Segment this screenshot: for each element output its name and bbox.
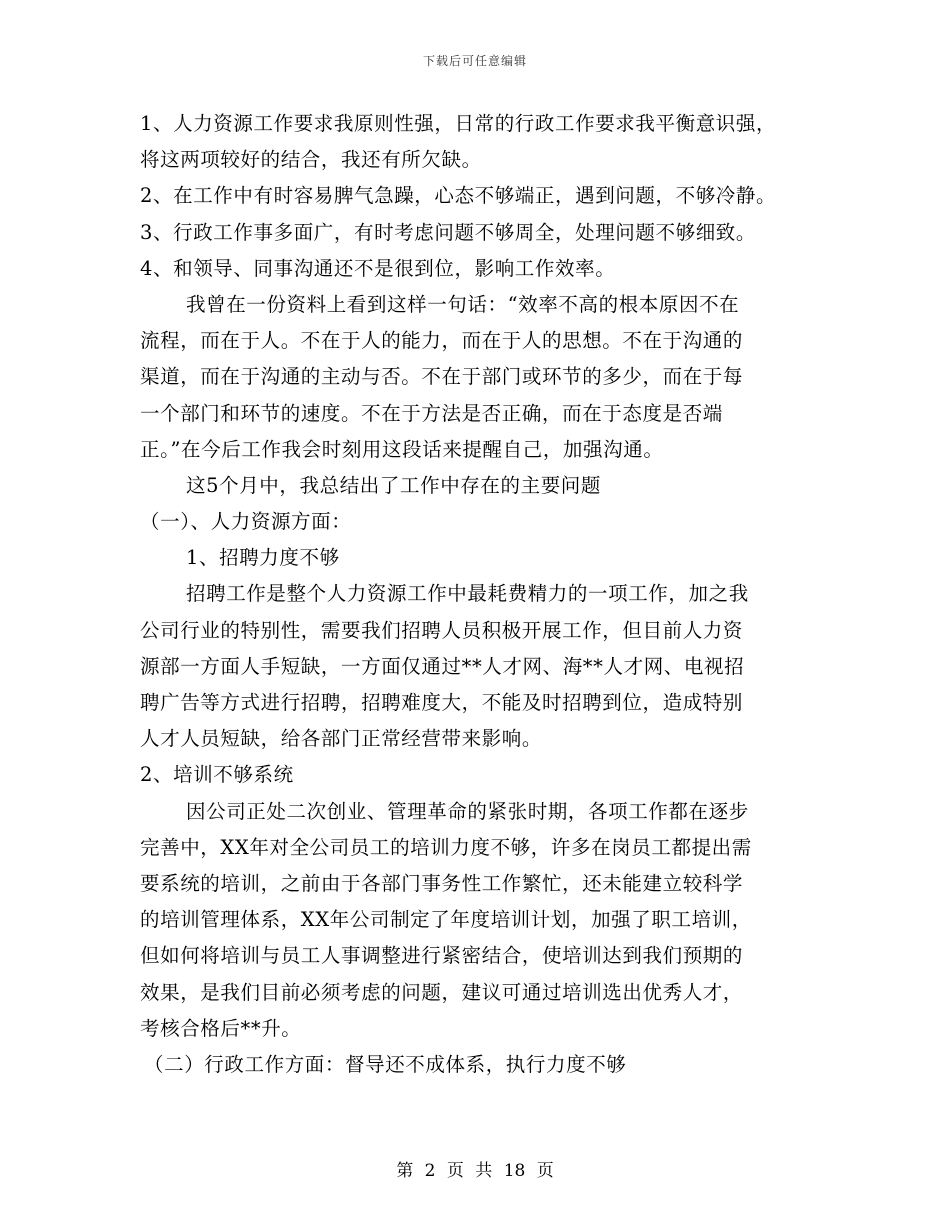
document-body: [140, 106, 830, 1083]
text-line: 2、在工作中有时容易脾气急躁，心态不够端正，遇到问题，不够冷静。: [140, 184, 777, 208]
subsection-heading: 1、招聘力度不够: [186, 546, 340, 570]
text-line: 渠道，而在于沟通的主动与否。不在于部门或环节的多少，而在于每: [140, 365, 744, 389]
text-line: 完善中，XX年对全公司员工的培训力度不够，许多在岗员工都提出需: [140, 835, 752, 859]
subsection-heading: 2、培训不够系统: [140, 763, 294, 787]
text-line: 聘广告等方式进行招聘，招聘难度大，不能及时招聘到位，造成特别: [140, 691, 744, 714]
text-line: 正。”在今后工作我会时刻用这段话来提醒自己，加强沟通。: [140, 437, 664, 461]
page-header: 下载后可任意编辑: [422, 54, 527, 68]
text-line: 的培训管理体系，XX年公司制定了年度培训计划，加强了职工培训，: [140, 908, 752, 932]
section-heading: （二）行政工作方面：督导还不成体系，执行力度不够: [144, 1052, 627, 1076]
text-line: 人才人员短缺，给各部门正常经营带来影响。: [140, 727, 543, 751]
text-line: 考核合格后**升。: [140, 1016, 302, 1040]
text-line: 这5个月中，我总结出了工作中存在的主要问题: [186, 473, 602, 497]
text-line: 我曾在一份资料上看到这样一句话：“效率不高的根本原因不在: [186, 292, 740, 316]
text-line: 因公司正处二次创业、管理革命的紧张时期，各项工作都在逐步: [186, 799, 749, 823]
text-line: 要系统的培训，之前由于各部门事务性工作繁忙，还未能建立较科学: [140, 871, 744, 895]
page-footer: 第 2 页 共 18 页: [396, 1161, 554, 1181]
text-line: 但如何将培训与员工人事调整进行紧密结合，使培训达到我们预期的: [140, 944, 744, 968]
text-line: 流程，而在于人。不在于人的能力，而在于人的思想。不在于沟通的: [140, 329, 744, 353]
text-line: 4、和领导、同事沟通还不是很到位，影响工作效率。: [140, 256, 616, 280]
text-line: 将这两项较好的结合，我还有所欠缺。: [140, 148, 482, 172]
text-line: 一个部门和环节的速度。不在于方法是否正确，而在于态度是否端: [140, 401, 723, 425]
text-line: 效果，是我们目前必须考虑的问题，建议可通过培训选出优秀人才，: [140, 980, 744, 1004]
text-line: 招聘工作是整个人力资源工作中最耗费精力的一项工作，加之我: [186, 582, 749, 606]
section-heading: （一）、人力资源方面：: [140, 510, 352, 534]
text-line: 源部一方面人手短缺，一方面仅通过**人才网、海**人才网、电视招: [140, 654, 745, 678]
text-line: 1、人力资源工作要求我原则性强，日常的行政工作要求我平衡意识强，: [140, 112, 777, 135]
text-line: 公司行业的特别性，需要我们招聘人员积极开展工作，但目前人力资: [140, 618, 744, 642]
text-line: 3、行政工作事多面广，有时考虑问题不够周全，处理问题不够细致。: [140, 220, 757, 244]
